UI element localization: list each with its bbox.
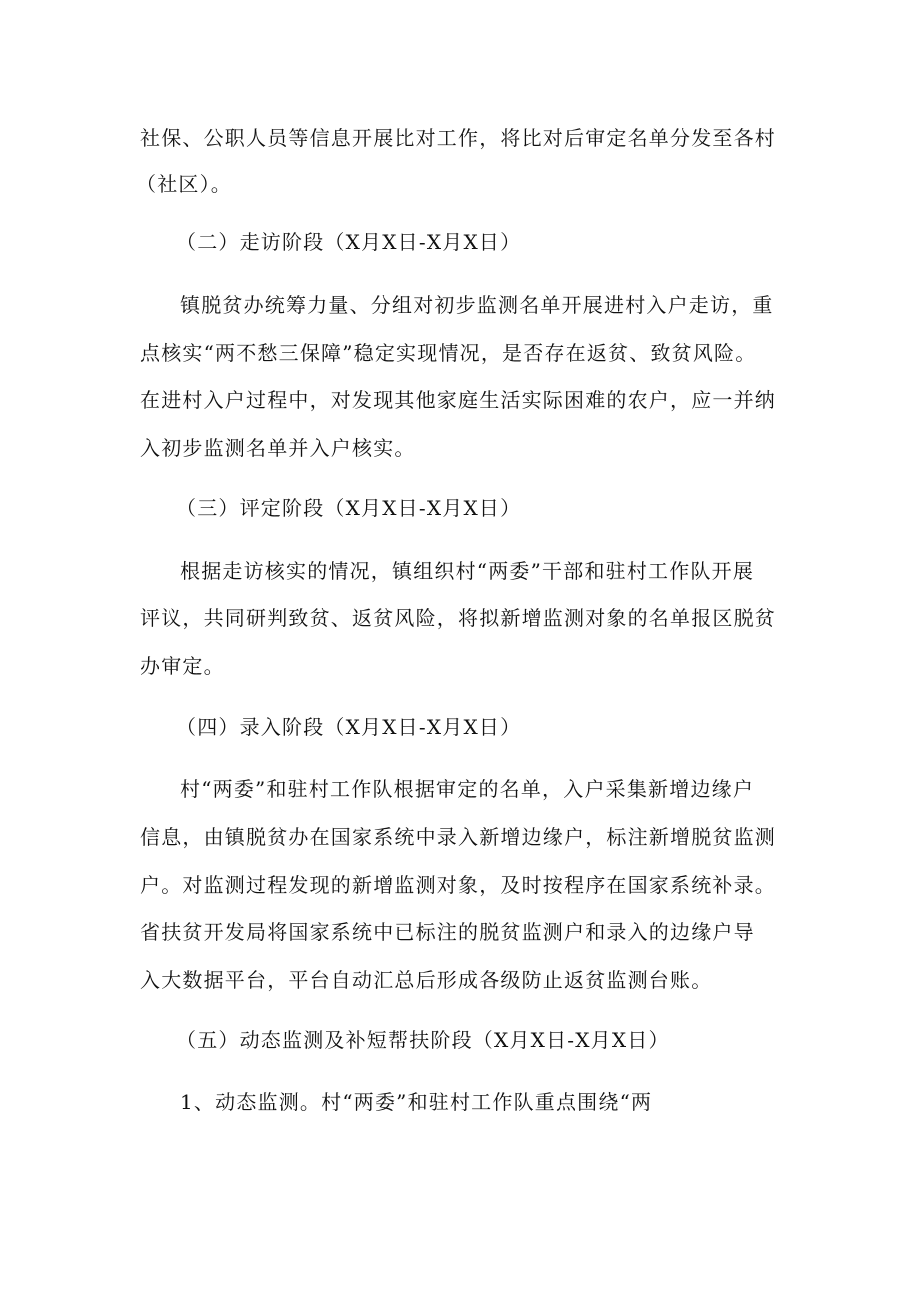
paragraph-line: 办审定。: [140, 654, 225, 678]
paragraph-line: 根据走访核实的情况，镇组织村“两委”干部和驻村工作队开展: [180, 559, 755, 583]
paragraph-line: 在进村入户过程中，对发现其他家庭生活实际困难的农户，应一并纳: [140, 388, 776, 412]
paragraph-line: 户。对监测过程发现的新增监测对象，及时按程序在国家系统补录。: [140, 873, 776, 897]
paragraph-line: 省扶贫开发局将国家系统中已标注的脱贫监测户和录入的边缘户导: [140, 920, 755, 944]
paragraph-line: 社保、公职人员等信息开展比对工作，将比对后审定名单分发至各村: [140, 126, 776, 150]
paragraph-line: 1、动态监测。村“两委”和驻村工作队重点围绕“两: [180, 1090, 653, 1114]
section-heading-3: （三）评定阶段（X月X日-X月X日）: [176, 496, 522, 520]
paragraph-line: 评议，共同研判致贫、返贫风险，将拟新增监测对象的名单报区脱贫: [140, 606, 776, 630]
section-heading-4: （四）录入阶段（X月X日-X月X日）: [176, 715, 522, 739]
section-heading-5: （五）动态监测及补短帮扶阶段（X月X日-X月X日）: [176, 1028, 670, 1052]
paragraph-line: 点核实“两不愁三保障”稳定实现情况，是否存在返贫、致贫风险。: [140, 341, 757, 365]
paragraph-line: 镇脱贫办统筹力量、分组对初步监测名单开展进村入户走访，重: [180, 293, 774, 317]
paragraph-line: 入初步监测名单并入户核实。: [140, 436, 416, 460]
paragraph-line: 村“两委”和驻村工作队根据审定的名单，入户采集新增边缘户: [180, 777, 755, 801]
paragraph-line: （社区）。: [136, 172, 232, 196]
paragraph-line: 信息，由镇脱贫办在国家系统中录入新增边缘户，标注新增脱贫监测: [140, 825, 776, 849]
paragraph-line: 入大数据平台，平台自动汇总后形成各级防止返贫监测台账。: [140, 968, 713, 992]
section-heading-2: （二）走访阶段（X月X日-X月X日）: [176, 230, 522, 254]
